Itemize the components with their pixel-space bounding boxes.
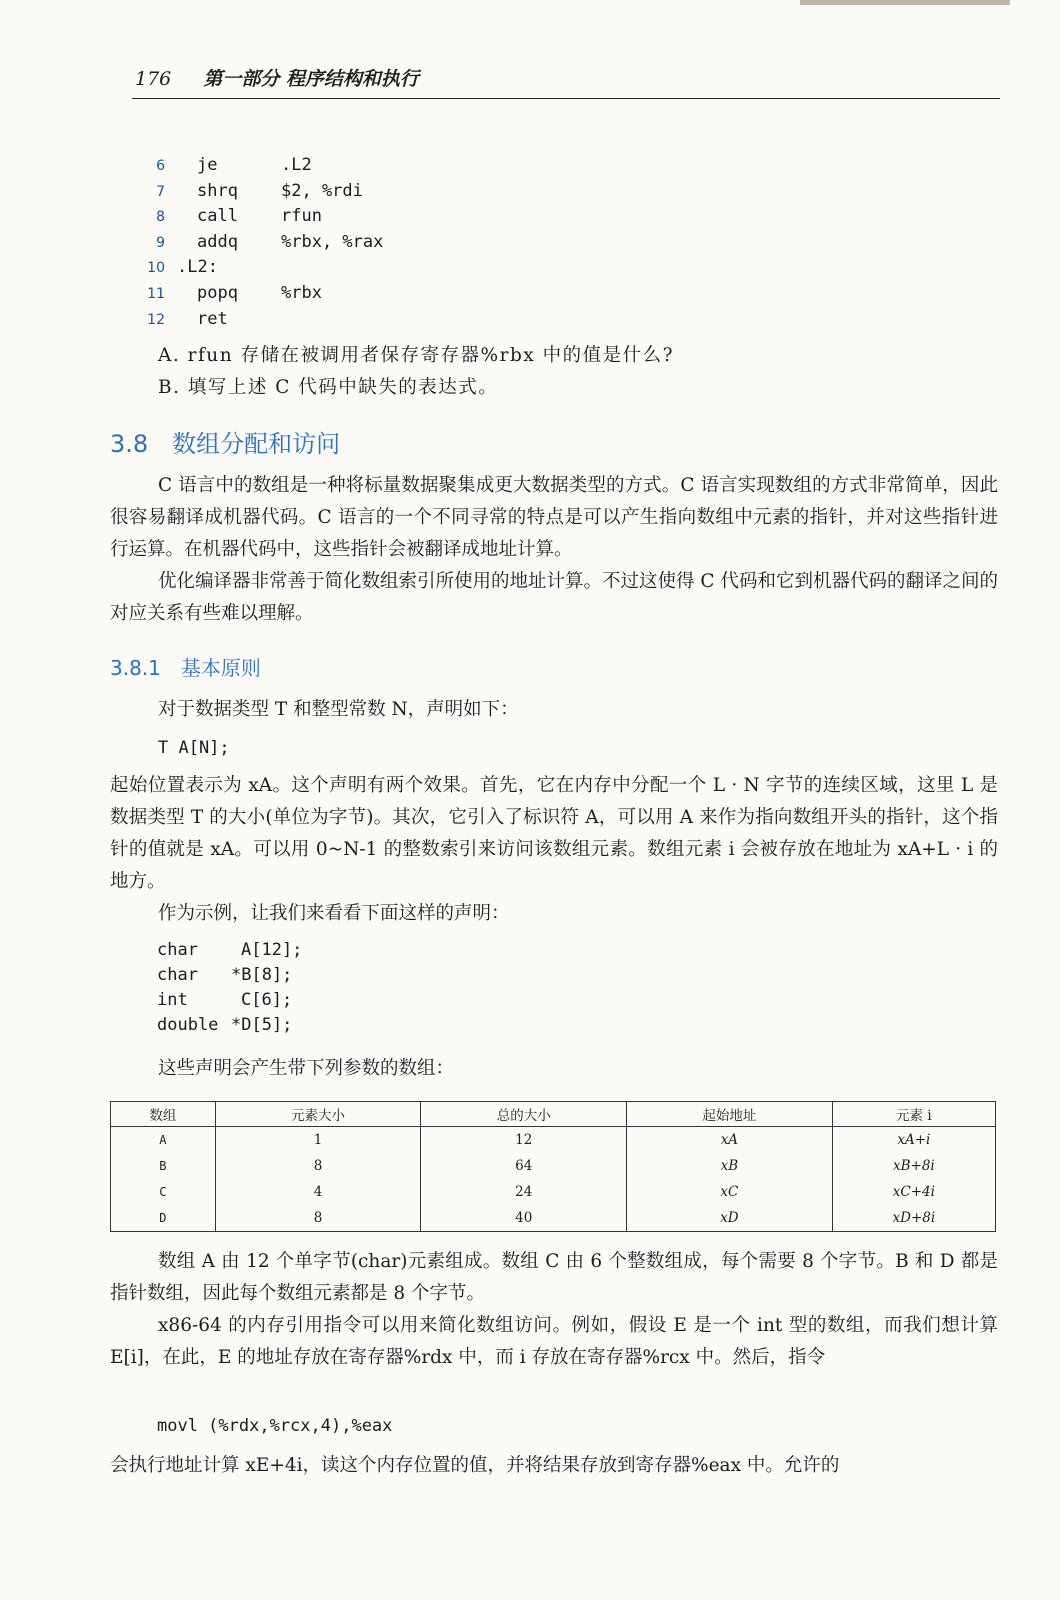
- table-intro: 这些声明会产生带下列参数的数组：: [158, 1058, 455, 1079]
- subsection-title: 基本原则: [180, 656, 261, 680]
- code-line: [115, 204, 383, 230]
- last-paragraph: 会执行地址计算 xE+4i，读这个内存位置的值，并将结果存放到寄存器%eax 中。允许的: [110, 1455, 840, 1476]
- table-cell: 24: [421, 1179, 627, 1205]
- subsection-heading: [110, 652, 261, 681]
- intro-text: 对于数据类型 T 和整型常数 N，声明如下：: [158, 699, 519, 720]
- code-line: [115, 307, 383, 333]
- page-edge-mark: [800, 0, 1010, 5]
- table-cell: C: [111, 1179, 216, 1205]
- table-row: [111, 1179, 996, 1205]
- table-cell: xC: [627, 1179, 833, 1205]
- line-number: 6: [156, 158, 165, 174]
- table-header-cell: 元素 i: [832, 1102, 995, 1127]
- code-line: [115, 255, 383, 281]
- table-row: [111, 1153, 996, 1179]
- table-cell: D: [111, 1205, 216, 1232]
- table-header-cell: 数组: [111, 1102, 216, 1127]
- line-number: 8: [156, 209, 165, 226]
- decl-line: [157, 988, 302, 1013]
- code-line: [115, 281, 383, 307]
- opcode: ret: [197, 308, 228, 329]
- decl-line: [157, 938, 302, 963]
- decl-line: [157, 963, 302, 988]
- instruction-example: movl (%rdx,%rcx,4),%eax: [157, 1416, 393, 1436]
- table-cell: B: [111, 1153, 216, 1179]
- subsection-number: 3.8.1: [110, 656, 161, 680]
- page-number: 176: [135, 68, 172, 90]
- opcode: call: [197, 206, 238, 227]
- question-b: B. 填写上述 C 代码中缺失的表达式。: [158, 377, 499, 398]
- decl-name: *D[5];: [231, 1015, 293, 1035]
- opcode: popq: [197, 282, 238, 303]
- code-line: [115, 179, 383, 205]
- code-line: [115, 230, 383, 256]
- decl-type: char: [157, 965, 198, 985]
- effects-paragraph: 起始位置表示为 xA。这个声明有两个效果。首先，它在内存中分配一个 L · N 字节的连续区域，这里 L 是数据类型 T 的大小(单位为字节)。其次，它引入了标识符 A，可以用 A 来作为指向数组开头的指针，这个指针的值就是 xA。可以用 0~N-1 的整数索引来访问该数组元素。数组元素 i 会被存放在地址为 xA+L · i 的地方。: [110, 775, 998, 892]
- code-listing: [115, 153, 383, 332]
- table-cell: 1: [215, 1127, 421, 1154]
- example-intro: 作为示例，让我们来看看下面这样的声明：: [158, 903, 510, 924]
- operands: $2, %rdi: [281, 180, 363, 201]
- table-cell: 12: [421, 1127, 627, 1154]
- running-title: 第一部分 程序结构和执行: [203, 68, 419, 90]
- operands: rfun: [281, 206, 322, 227]
- table-header-row: [111, 1102, 996, 1127]
- table-header-cell: 总的大小: [421, 1102, 627, 1127]
- section-heading: [110, 424, 340, 459]
- table-cell: xD: [627, 1205, 833, 1232]
- declaration-list: [157, 938, 302, 1038]
- section-paragraph: C 语言中的数组是一种将标量数据聚集成更大数据类型的方式。C 语言实现数组的方式非常简单，因此很容易翻译成机器代码。C 语言的一个不同寻常的特点是可以产生指向数组中元素的指针，并对这些指针进行运算。在机器代码中，这些指针会被翻译成地址计算。: [110, 475, 998, 560]
- line-number: 7: [156, 183, 165, 200]
- line-number: 12: [147, 311, 165, 328]
- decl-line: [157, 1013, 302, 1038]
- table-cell: xD+8i: [832, 1205, 995, 1232]
- label: .L2:: [177, 257, 218, 278]
- opcode: shrq: [197, 180, 238, 201]
- table-cell: xC+4i: [832, 1179, 995, 1205]
- table-cell: 8: [215, 1205, 421, 1232]
- line-number: 9: [156, 234, 165, 251]
- declaration: T A[N];: [158, 738, 230, 758]
- opcode: je: [197, 155, 218, 175]
- line-number: 10: [147, 260, 165, 277]
- table-cell: xA: [627, 1127, 833, 1154]
- code-line: [115, 153, 383, 179]
- header-rule: [132, 98, 1000, 99]
- line-number: 11: [147, 285, 165, 302]
- array-parameter-table: [110, 1101, 996, 1232]
- question-a: A. rfun 存储在被调用者保存寄存器%rbx 中的值是什么?: [158, 345, 675, 366]
- table-header-cell: 起始地址: [627, 1102, 833, 1127]
- table-cell: 8: [215, 1153, 421, 1179]
- table-cell: 40: [421, 1205, 627, 1232]
- decl-name: A[12];: [241, 940, 303, 960]
- decl-type: int: [157, 990, 188, 1010]
- decl-type: double: [157, 1015, 219, 1035]
- table-cell: 4: [215, 1179, 421, 1205]
- operands: %rbx: [281, 282, 322, 303]
- operands: %rbx, %rax: [281, 231, 384, 252]
- table-cell: xB+8i: [832, 1153, 995, 1179]
- table-header-cell: 元素大小: [215, 1102, 421, 1127]
- table-cell: A: [111, 1127, 216, 1154]
- opcode: addq: [197, 231, 238, 252]
- table-cell: xB: [627, 1153, 833, 1179]
- section-number: 3.8: [110, 430, 149, 458]
- section-paragraph: 优化编译器非常善于简化数组索引所使用的地址计算。不过这使得 C 代码和它到机器代码的翻译之间的对应关系有些难以理解。: [110, 571, 998, 624]
- decl-name: C[6];: [241, 990, 293, 1010]
- memory-reference-paragraph: x86-64 的内存引用指令可以用来简化数组访问。例如，假设 E 是一个 int 型的数组，而我们想计算 E[i]，在此，E 的地址存放在寄存器%rdx 中，而 i 存放在寄存器%rcx 中。然后，指令: [110, 1315, 998, 1368]
- table-cell: 64: [421, 1153, 627, 1179]
- decl-type: char: [157, 940, 198, 960]
- table-cell: xA+i: [832, 1127, 995, 1154]
- table-row: [111, 1205, 996, 1232]
- running-header: [135, 64, 419, 91]
- decl-name: *B[8];: [231, 965, 293, 985]
- array-explanation: 数组 A 由 12 个单字节(char)元素组成。数组 C 由 6 个整数组成，每个需要 8 个字节。B 和 D 都是指针数组，因此每个数组元素都是 8 个字节。: [110, 1251, 998, 1304]
- operands: .L2: [281, 155, 312, 175]
- table-row: [111, 1127, 996, 1154]
- section-title: 数组分配和访问: [172, 430, 341, 458]
